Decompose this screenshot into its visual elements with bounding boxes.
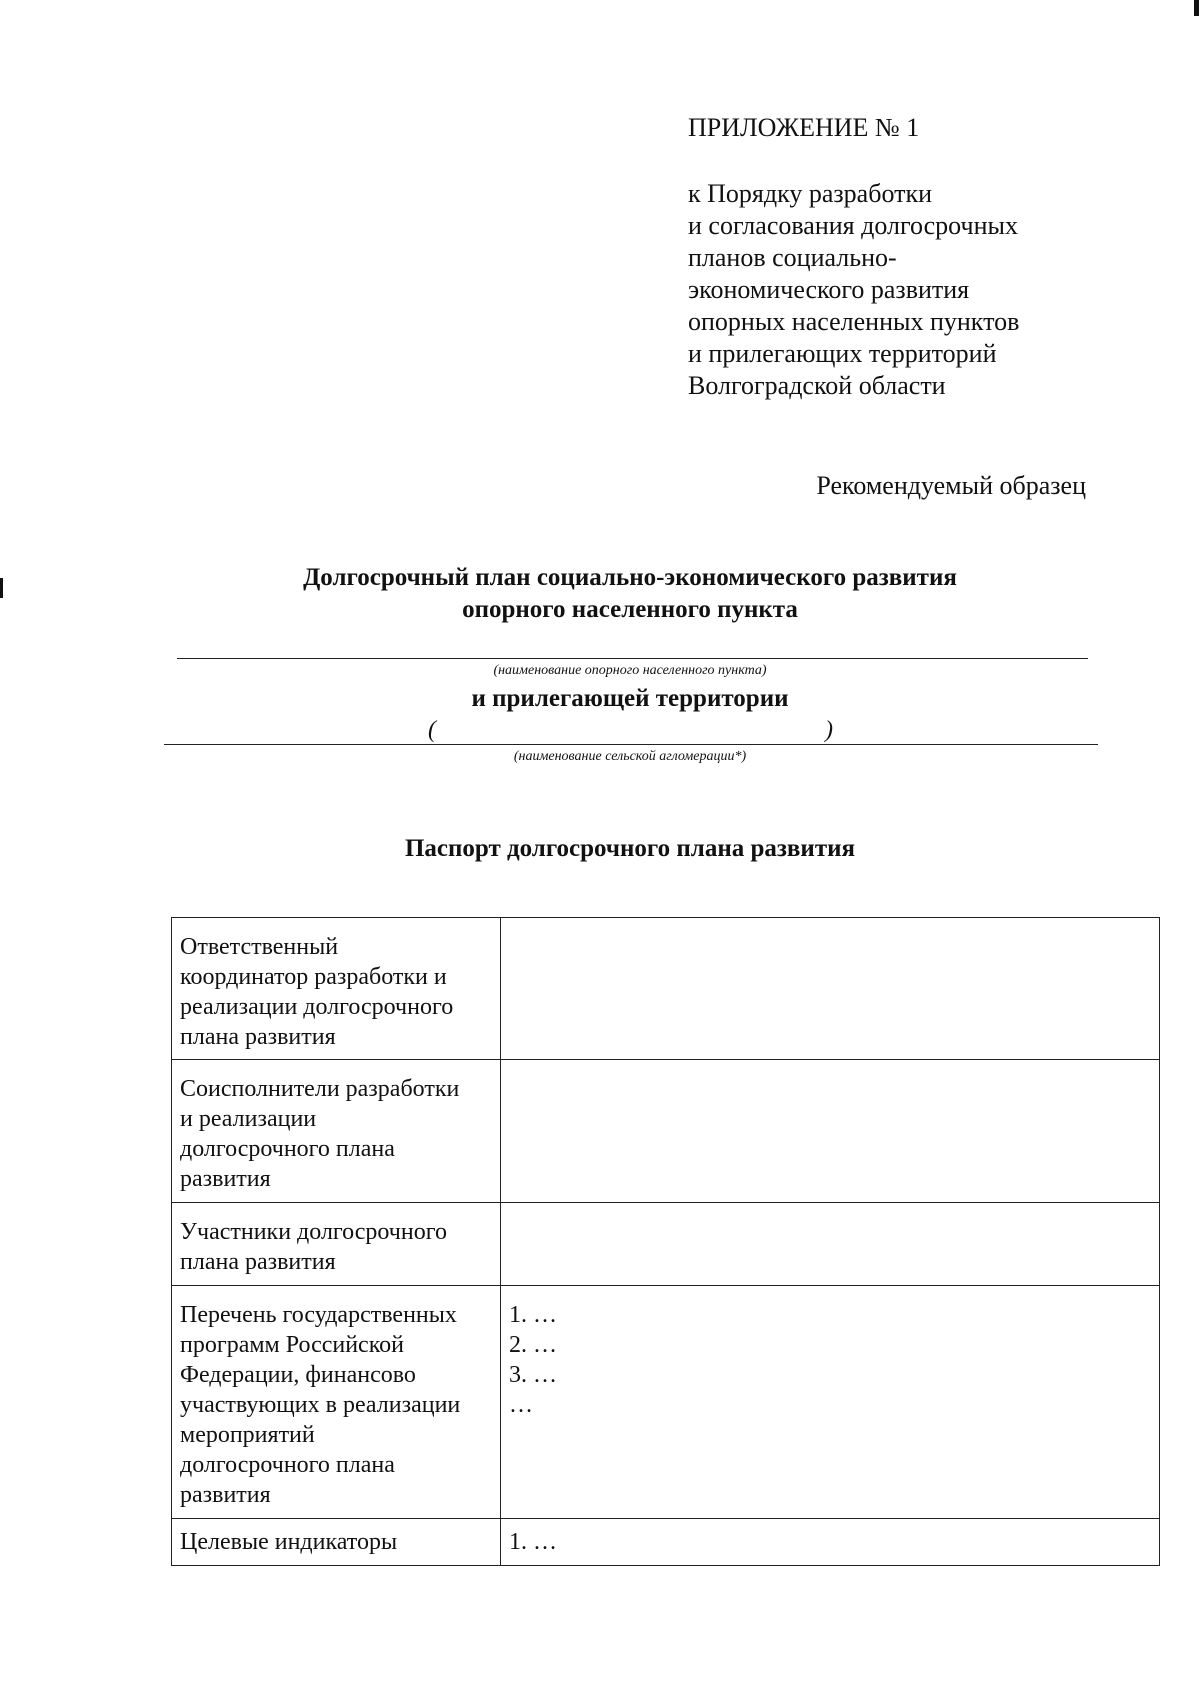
value-line: … xyxy=(509,1392,533,1418)
table-row xyxy=(172,918,1160,1060)
appendix-line: экономического развития xyxy=(688,275,970,304)
document-title-line: Долгосрочный план социально-экономического развития xyxy=(303,564,957,591)
appendix-line: опорных населенных пунктов xyxy=(688,307,1020,336)
label-line: плана развития xyxy=(180,1024,336,1050)
table-row xyxy=(172,1286,1160,1519)
document-title-line: опорного населенного пункта xyxy=(462,596,798,623)
row-label xyxy=(172,918,501,1060)
paren-close: ) xyxy=(825,717,833,743)
label-line: Соисполнители разработки xyxy=(180,1076,460,1102)
settlement-name-caption: (наименование опорного населенного пункта) xyxy=(493,663,767,678)
appendix-title: ПРИЛОЖЕНИЕ № 1 xyxy=(688,113,920,142)
value-line: 2. … xyxy=(509,1332,557,1358)
table-row xyxy=(172,1519,1160,1566)
row-label xyxy=(172,1286,501,1519)
label-line: долгосрочного плана xyxy=(180,1136,395,1162)
table-row xyxy=(172,1203,1160,1286)
label-line: Федерации, финансово xyxy=(180,1362,416,1388)
label-line: участвующих в реализации xyxy=(180,1392,461,1418)
row-label xyxy=(172,1060,501,1203)
settlement-name-line xyxy=(177,658,1088,659)
appendix-reference xyxy=(688,178,1019,402)
row-value xyxy=(501,1286,1160,1519)
appendix-line: и прилегающих территорий xyxy=(688,339,997,368)
agglomeration-name-caption: (наименование сельской агломерации*) xyxy=(513,749,747,764)
scan-edge-mark-top xyxy=(1194,0,1199,16)
value-line: 1. … xyxy=(509,1529,557,1555)
label-line: мероприятий xyxy=(180,1422,315,1448)
label-line: долгосрочного плана xyxy=(180,1452,395,1478)
label-line: развития xyxy=(180,1482,271,1508)
row-label xyxy=(172,1519,501,1566)
row-value xyxy=(501,1519,1160,1566)
document-subtitle: и прилегающей территории xyxy=(471,685,789,712)
agglomeration-name-line xyxy=(164,744,1098,745)
label-line: Участники долгосрочного xyxy=(180,1219,447,1245)
value-line: 1. … xyxy=(509,1302,557,1328)
appendix-line: к Порядку разработки xyxy=(688,179,933,208)
label-line: плана развития xyxy=(180,1249,336,1275)
sample-label: Рекомендуемый образец xyxy=(816,471,1086,500)
row-value xyxy=(501,918,1160,1060)
table-row xyxy=(172,1060,1160,1203)
passport-table xyxy=(171,917,1160,1566)
label-line: программ Российской xyxy=(180,1332,404,1358)
label-line: Перечень государственных xyxy=(180,1302,457,1328)
label-line: координатор разработки и xyxy=(180,964,447,990)
label-line: Целевые индикаторы xyxy=(180,1529,398,1555)
label-line: реализации долгосрочного xyxy=(180,994,454,1020)
appendix-line: и согласования долгосрочных xyxy=(688,211,1018,240)
appendix-line: планов социально- xyxy=(688,243,897,272)
label-line: развития xyxy=(180,1166,271,1192)
appendix-line: Волгоградской области xyxy=(688,371,946,400)
paren-open: ( xyxy=(428,717,436,743)
row-value xyxy=(501,1060,1160,1203)
row-value xyxy=(501,1203,1160,1286)
row-label xyxy=(172,1203,501,1286)
document-title xyxy=(0,562,1200,626)
label-line: и реализации xyxy=(180,1106,317,1132)
label-line: Ответственный xyxy=(180,934,339,960)
value-line: 3. … xyxy=(509,1362,557,1388)
passport-title: Паспорт долгосрочного плана развития xyxy=(404,835,856,862)
